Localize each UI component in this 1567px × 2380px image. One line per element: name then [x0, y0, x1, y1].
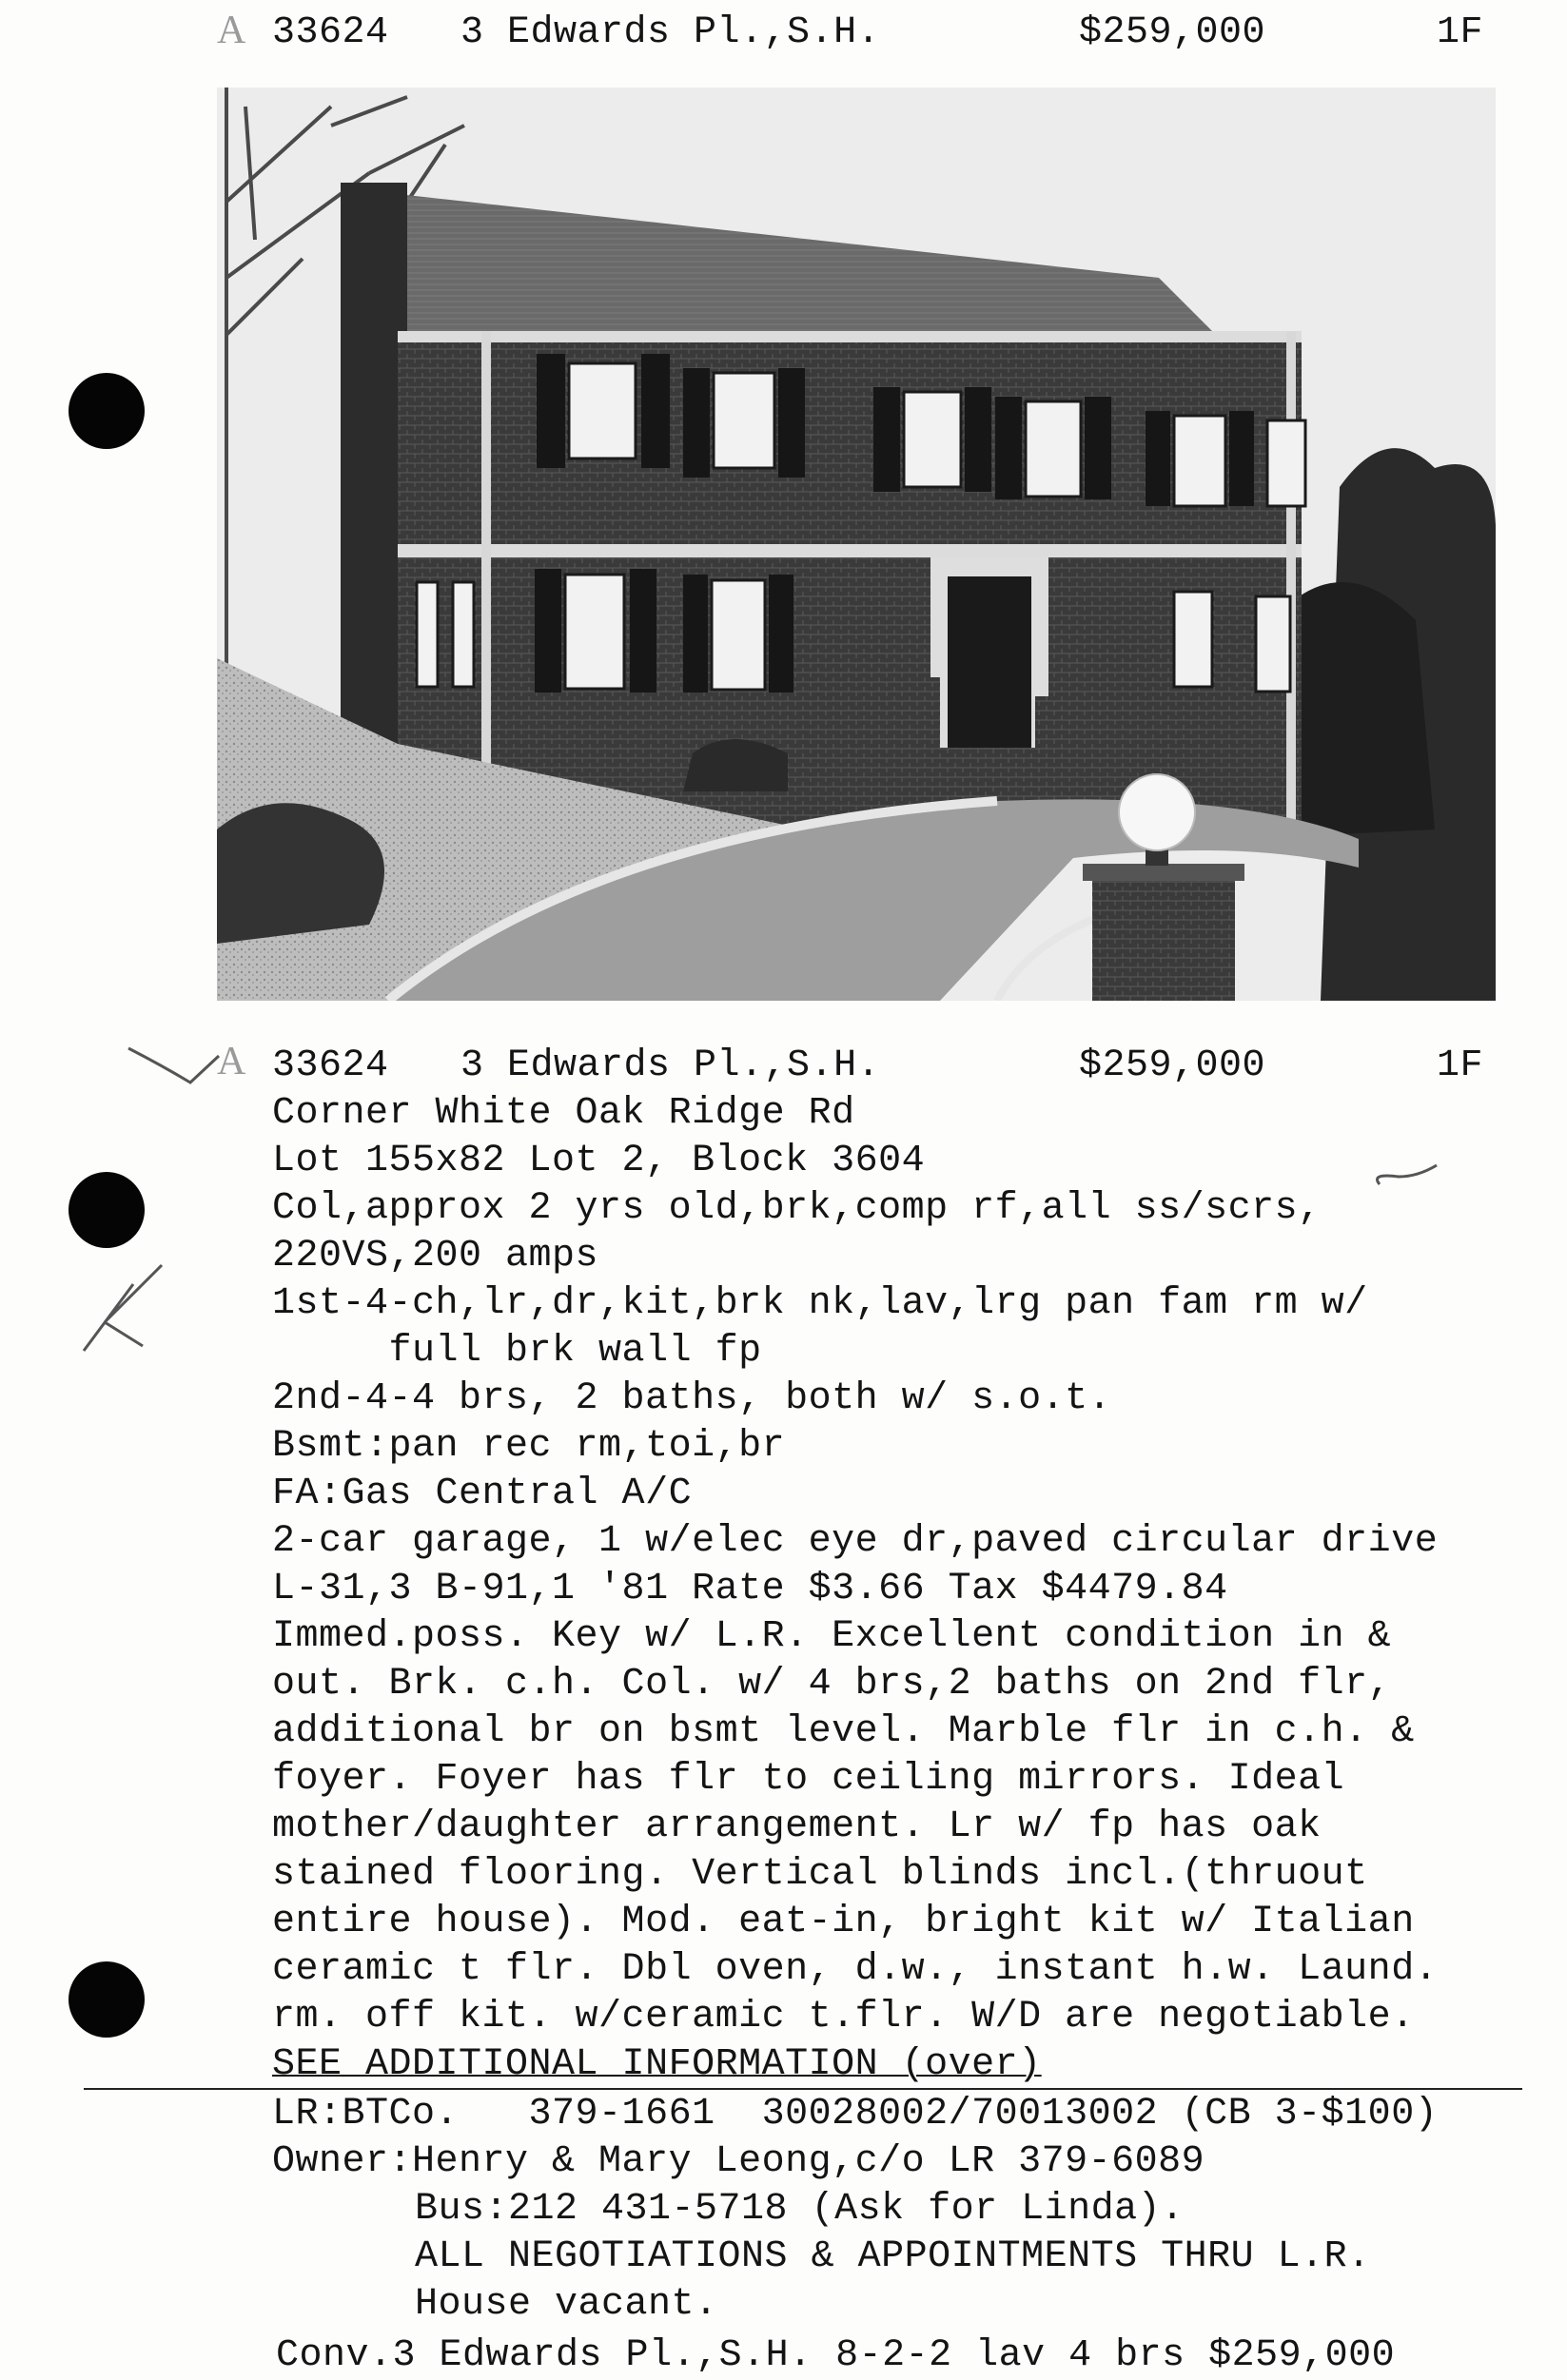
punch-hole-top: [69, 373, 145, 449]
listing-margin-mark-wrap: [217, 1039, 245, 1084]
detail-line: Corner White Oak Ridge Rd: [272, 1092, 855, 1135]
detail-line: out. Brk. c.h. Col. w/ 4 brs,2 baths on 2nd flr,: [272, 1663, 1392, 1706]
punch-hole-middle: [69, 1172, 145, 1248]
listing-details: [272, 1090, 1547, 2089]
detail-line: Col,approx 2 yrs old,brk,comp rf,all ss/scrs,: [272, 1187, 1322, 1230]
pencil-k-mark: [76, 1256, 181, 1360]
punch-hole-bottom: [69, 1961, 145, 2038]
section-divider: [84, 2088, 1522, 2090]
detail-line: 1st-4-ch,lr,dr,kit,brk nk,lav,lrg pan fam rm w/: [272, 1282, 1368, 1325]
price: $259,000: [1079, 11, 1266, 54]
top-header: [0, 8, 1567, 65]
detail-line: L-31,3 B-91,1 '81 Rate $3.66 Tax $4479.84: [272, 1568, 1228, 1610]
detail-line: Immed.poss. Key w/ L.R. Excellent condition in &: [272, 1615, 1392, 1658]
address: 3 Edwards Pl.,S.H.: [460, 11, 881, 54]
detail-line: ceramic t flr. Dbl oven, d.w., instant h.w. Laund.: [272, 1948, 1439, 1991]
listing-broker-line: LR:BTCo. 379-1661 30028002/70013002 (CB 3-$100): [272, 2093, 1439, 2136]
margin-mark: A: [217, 9, 246, 52]
house-illustration: [217, 88, 1496, 1001]
detail-line: 220VS,200 amps: [272, 1235, 599, 1278]
negotiations-line: ALL NEGOTIATIONS & APPOINTMENTS THRU L.R.: [415, 2235, 1371, 2278]
vacant-line: House vacant.: [415, 2283, 718, 2326]
listing-number: 33624: [272, 1044, 389, 1087]
detail-line: entire house). Mod. eat-in, bright kit w/ Italian: [272, 1901, 1415, 1943]
house-photo: [217, 88, 1496, 1001]
detail-line: 2-car garage, 1 w/elec eye dr,paved circular drive: [272, 1520, 1439, 1563]
detail-line: Bsmt:pan rec rm,toi,br: [272, 1425, 786, 1468]
detail-line: FA:Gas Central A/C: [272, 1473, 693, 1515]
listing-code: 1F: [1437, 11, 1484, 54]
see-additional-info: SEE ADDITIONAL INFORMATION (over): [272, 2043, 1042, 2086]
detail-line: foyer. Foyer has flr to ceiling mirrors. Ideal: [272, 1758, 1345, 1801]
detail-line: full brk wall fp: [272, 1330, 762, 1373]
detail-line: rm. off kit. w/ceramic t.flr. W/D are negotiable.: [272, 1996, 1415, 2039]
owner-line: Owner:Henry & Mary Leong,c/o LR 379-6089: [272, 2140, 1205, 2183]
listing-number: 33624: [272, 11, 389, 54]
listing-address: 3 Edwards Pl.,S.H.: [460, 1044, 881, 1087]
detail-line: stained flooring. Vertical blinds incl.(thruout: [272, 1853, 1368, 1896]
listing-price: $259,000: [1079, 1044, 1266, 1087]
conversion-line: Conv.3 Edwards Pl.,S.H. 8-2-2 lav 4 brs $259,000: [276, 2334, 1396, 2377]
listing-margin-mark: A: [217, 1040, 246, 1083]
detail-line: mother/daughter arrangement. Lr w/ fp has oak: [272, 1805, 1322, 1848]
detail-line: Lot 155x82 Lot 2, Block 3604: [272, 1140, 926, 1182]
detail-line: additional br on bsmt level. Marble flr in c.h. &: [272, 1710, 1415, 1753]
contact-block: [272, 2091, 1547, 2329]
detail-line: 2nd-4-4 brs, 2 baths, both w/ s.o.t.: [272, 1377, 1112, 1420]
business-phone-line: Bus:212 431-5718 (Ask for Linda).: [415, 2188, 1185, 2231]
listing-code: 1F: [1437, 1044, 1484, 1087]
